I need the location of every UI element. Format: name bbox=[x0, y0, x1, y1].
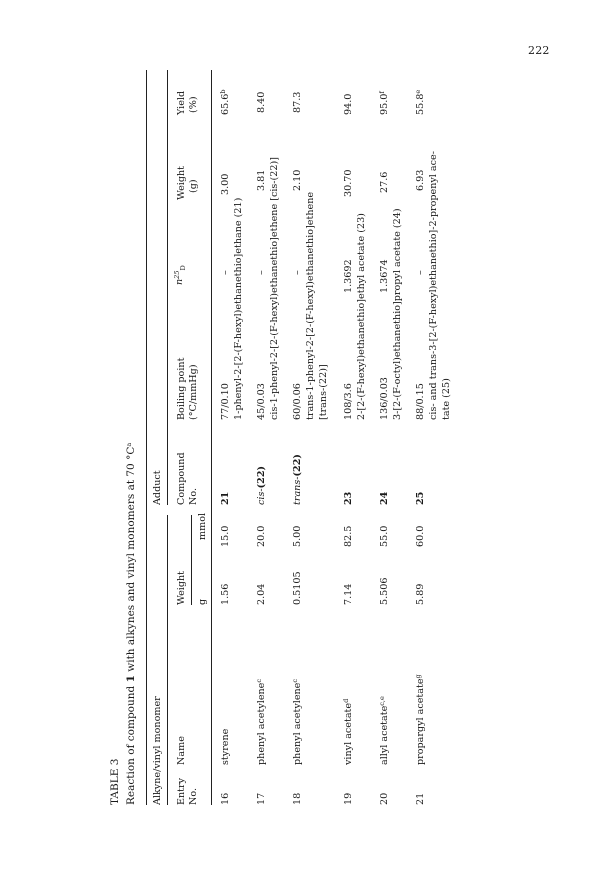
cell-grams: 2.04 bbox=[256, 583, 267, 605]
cell-boiling-point: 88/0.15 bbox=[415, 383, 426, 420]
header-entry: Entry bbox=[176, 777, 187, 805]
table-caption bbox=[125, 443, 137, 805]
cell-name: allyl acetate$^{c,e}$ bbox=[378, 696, 390, 765]
cell-mmol: 20.0 bbox=[256, 525, 267, 547]
cell-adduct-weight: 3.00 bbox=[220, 173, 231, 195]
cell-boiling-point: 108/3.6 bbox=[343, 383, 354, 420]
group-adduct-header: Adduct bbox=[152, 470, 163, 505]
cell-yield: 65.6$^b$ bbox=[219, 89, 231, 115]
cell-entry: 19 bbox=[343, 792, 354, 805]
cell-name: propargyl acetate$^g$ bbox=[414, 674, 426, 765]
header-entry-no: No. bbox=[188, 787, 199, 805]
caption-post: with alkynes and vinyl monomers at 70 °C bbox=[125, 446, 137, 676]
header-boiling-point-unit: (°C/mmHg) bbox=[188, 364, 199, 420]
header-weight: Weight bbox=[176, 571, 187, 605]
cell-adduct-description: trans-1-phenyl-2-[2-(F-hexyl)ethanethio]ethene bbox=[305, 191, 316, 420]
cell-compound: cis-(22) bbox=[256, 465, 267, 505]
cell-boiling-point: 77/0.10 bbox=[220, 383, 231, 420]
cell-adduct-weight: 6.93 bbox=[415, 169, 426, 191]
cell-boiling-point: 136/0.03 bbox=[379, 377, 390, 420]
cell-yield: 8.40 bbox=[256, 91, 267, 113]
cell-grams: 5.506 bbox=[379, 577, 390, 605]
header-weight-mmol: mmol bbox=[197, 512, 208, 540]
rotated-table bbox=[109, 70, 494, 805]
cell-compound: 24 bbox=[379, 491, 390, 505]
cell-entry: 18 bbox=[292, 792, 303, 805]
cell-adduct-weight: 27.6 bbox=[379, 171, 390, 193]
cell-entry: 17 bbox=[256, 792, 267, 805]
table-label: TABLE 3 bbox=[109, 758, 121, 805]
cell-refractive-index: – bbox=[256, 270, 267, 275]
cell-compound: trans-(22) bbox=[292, 454, 303, 505]
cell-adduct-description-cont: tate (25) bbox=[441, 378, 452, 420]
header-yield-unit: (%) bbox=[188, 96, 199, 113]
cell-yield: 94.0 bbox=[343, 93, 354, 115]
cell-entry: 21 bbox=[415, 792, 426, 805]
caption-pre: Reaction of compound bbox=[125, 682, 137, 805]
header-yield: Yield bbox=[176, 90, 187, 115]
cell-mmol: 5.00 bbox=[292, 525, 303, 547]
group-monomer-header: Alkyne/vinyl monomer bbox=[152, 696, 163, 805]
page-number: 222 bbox=[528, 44, 550, 57]
header-adduct-weight: Weight bbox=[176, 166, 187, 200]
cell-compound: 21 bbox=[220, 491, 231, 505]
cell-name: phenyl acetylene$^c$ bbox=[255, 678, 267, 765]
cell-refractive-index: – bbox=[220, 270, 231, 275]
caption-compound: 1 bbox=[125, 675, 137, 683]
cell-refractive-index: 1.3674 bbox=[379, 259, 390, 293]
header-compound-no: No. bbox=[188, 487, 199, 505]
header-weight-g: g bbox=[197, 598, 208, 605]
cell-entry: 16 bbox=[220, 792, 231, 805]
cell-yield: 95.0$^f$ bbox=[378, 91, 390, 115]
cell-boiling-point: 45/0.03 bbox=[256, 383, 267, 420]
weight-subrule bbox=[191, 515, 192, 605]
cell-adduct-description: 3-[2-(F-octyl)ethanethio]propyl acetate (24) bbox=[392, 208, 403, 420]
header-bottom-rule bbox=[211, 70, 212, 805]
cell-name: styrene bbox=[220, 728, 231, 765]
cell-adduct-description: 1-phenyl-2-[2-(F-hexyl)ethanethio]ethane (21) bbox=[233, 197, 244, 420]
cell-yield: 87.3 bbox=[292, 91, 303, 113]
cell-grams: 7.14 bbox=[343, 583, 354, 605]
cell-grams: 0.5105 bbox=[292, 571, 303, 605]
cell-adduct-description-cont: [trans-(22)] bbox=[318, 364, 329, 420]
cell-adduct-weight: 30.70 bbox=[343, 169, 354, 197]
cell-compound: 25 bbox=[415, 491, 426, 505]
cell-yield: 55.8e bbox=[414, 89, 426, 115]
cell-compound: 23 bbox=[343, 491, 354, 505]
cell-refractive-index: – bbox=[292, 270, 303, 275]
cell-adduct-description: cis- and trans-3-[2-(F-hexyl)ethanethio]-2-propenyl ace- bbox=[428, 151, 439, 420]
cell-grams: 1.56 bbox=[220, 583, 231, 605]
cell-boiling-point: 60/0.06 bbox=[292, 383, 303, 420]
cell-refractive-index: 1.3692 bbox=[343, 259, 354, 293]
cell-entry: 20 bbox=[379, 792, 390, 805]
adduct-group-rule bbox=[167, 70, 168, 505]
header-nd-sup: 25 bbox=[173, 270, 181, 279]
caption-footnote-mark: a bbox=[125, 442, 133, 447]
cell-name: phenyl acetylene$^c$ bbox=[291, 678, 303, 765]
header-boiling-point: Boiling point bbox=[176, 357, 187, 420]
cell-adduct-weight: 3.81 bbox=[256, 169, 267, 191]
cell-mmol: 60.0 bbox=[415, 525, 426, 547]
cell-name: vinyl acetate$^d$ bbox=[342, 698, 354, 765]
cell-refractive-index: – bbox=[415, 270, 426, 275]
header-compound: Compound bbox=[176, 452, 187, 505]
cell-mmol: 55.0 bbox=[379, 525, 390, 547]
header-name: Name bbox=[176, 736, 187, 765]
header-nd-n: n bbox=[174, 278, 185, 285]
cell-mmol: 82.5 bbox=[343, 525, 354, 547]
cell-adduct-weight: 2.10 bbox=[292, 169, 303, 191]
cell-adduct-description: cis-1-phenyl-2-[2-(F-hexyl)ethanethio]ethene [cis-(22)] bbox=[269, 157, 280, 420]
monomer-group-rule bbox=[167, 515, 168, 805]
cell-mmol: 15.0 bbox=[220, 525, 231, 547]
header-nd-sub: D bbox=[178, 265, 187, 271]
header-refractive-index bbox=[175, 265, 186, 285]
cell-adduct-description: 2-[2-(F-hexyl)ethanethio]ethyl acetate (23) bbox=[356, 213, 367, 420]
cell-grams: 5.89 bbox=[415, 583, 426, 605]
header-adduct-weight-unit: (g) bbox=[188, 179, 199, 193]
top-rule bbox=[146, 70, 147, 805]
